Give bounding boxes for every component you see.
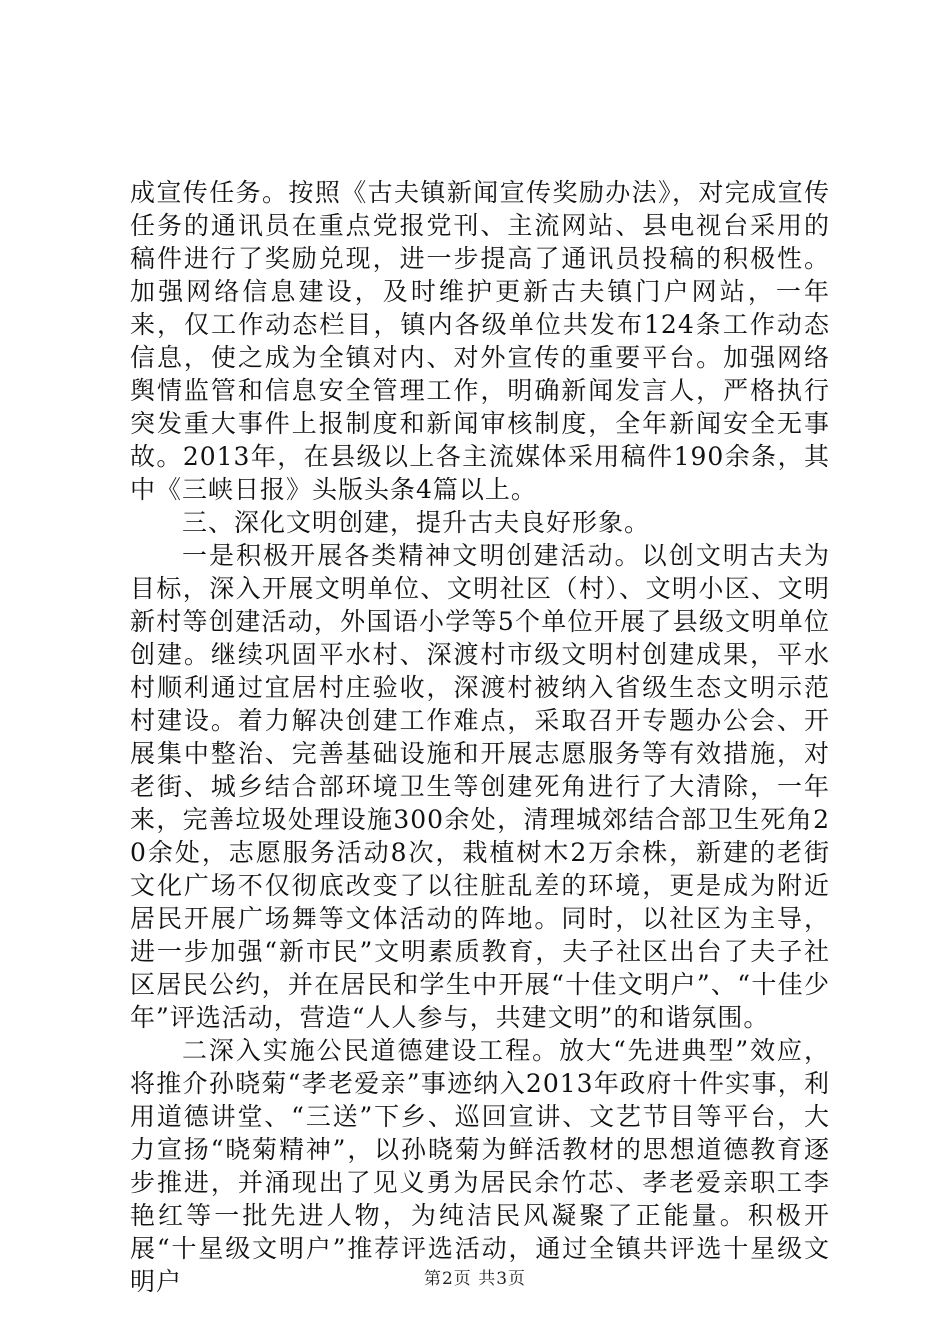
paragraph-publicity-tasks: 成宣传任务。按照《古夫镇新闻宣传奖励办法》，对完成宣传任务的通讯员在重点党报党刊、主流网站、县电视台采用的稿件进行了奖励兑现，进一步提高了通讯员投稿的积极性。加强网络信息建设，及时维护更新古夫镇门户网站，一年来，仅工作动态栏目，镇内各级单位共发布124条工作动态信息，使之成为全镇对内、对外宣传的重要平台。加强网络舆情监管和信息安全管理工作，明确新闻发言人，严格执行突发重大事件上报制度和新闻审核制度，全年新闻安全无事故。2013年，在县级以上各主流媒体采用稿件190余条，其中《三峡日报》头版头条4篇以上。 — [130, 178, 830, 504]
paragraph-moral-construction: 二深入实施公民道德建设工程。放大“先进典型”效应，将推介孙晓菊“孝老爱亲”事迹纳入2013年政府十件实事，利用道德讲堂、“三送”下乡、巡回宣讲、文艺节目等平台，大力宣扬“晓菊精神”，以孙晓菊为鲜活教材的思想道德教育逐步推进，并涌现出了见义勇为居民余竹芯、孝老爱亲职工李艳红等一批先进人物，为纯洁民风凝聚了正能量。积极开展“十星级文明户”推荐评选活动，通过全镇共评选十星级文明户 — [130, 1036, 830, 1296]
page-footer: 第2页 共3页 — [423, 1269, 527, 1289]
section-heading-civilization: 三、深化文明创建，提升古夫良好形象。 — [182, 508, 651, 537]
paragraph-civilization-activities: 一是积极开展各类精神文明创建活动。以创文明古夫为目标，深入开展文明单位、文明社区（村）、文明小区、文明新村等创建活动，外国语小学等5个单位开展了县级文明单位创建。继续巩固平水村、深渡村市级文明村创建成果，平水村顺利通过宜居村庄验收，深渡村被纳入省级生态文明示范村建设。着力解决创建工作难点，采取召开专题办公会、开展集中整治、完善基础设施和开展志愿服务等有效措施，对老街、城乡结合部环境卫生等创建死角进行了大清除，一年来，完善垃圾处理设施300余处，清理城郊结合部卫生死角20余处，志愿服务活动8次，栽植树木2万余株，新建的老街文化广场不仅彻底改变了以往脏乱差的环境，更是成为附近居民开展广场舞等文体活动的阵地。同时，以社区为主导，进一步加强“新市民”文明素质教育，夫子社区出台了夫子社区居民公约，并在居民和学生中开展“十佳文明户”、“十佳少年”评选活动，营造“人人参与，共建文明”的和谐氛围。 — [130, 541, 830, 1032]
document-body — [130, 176, 830, 1298]
